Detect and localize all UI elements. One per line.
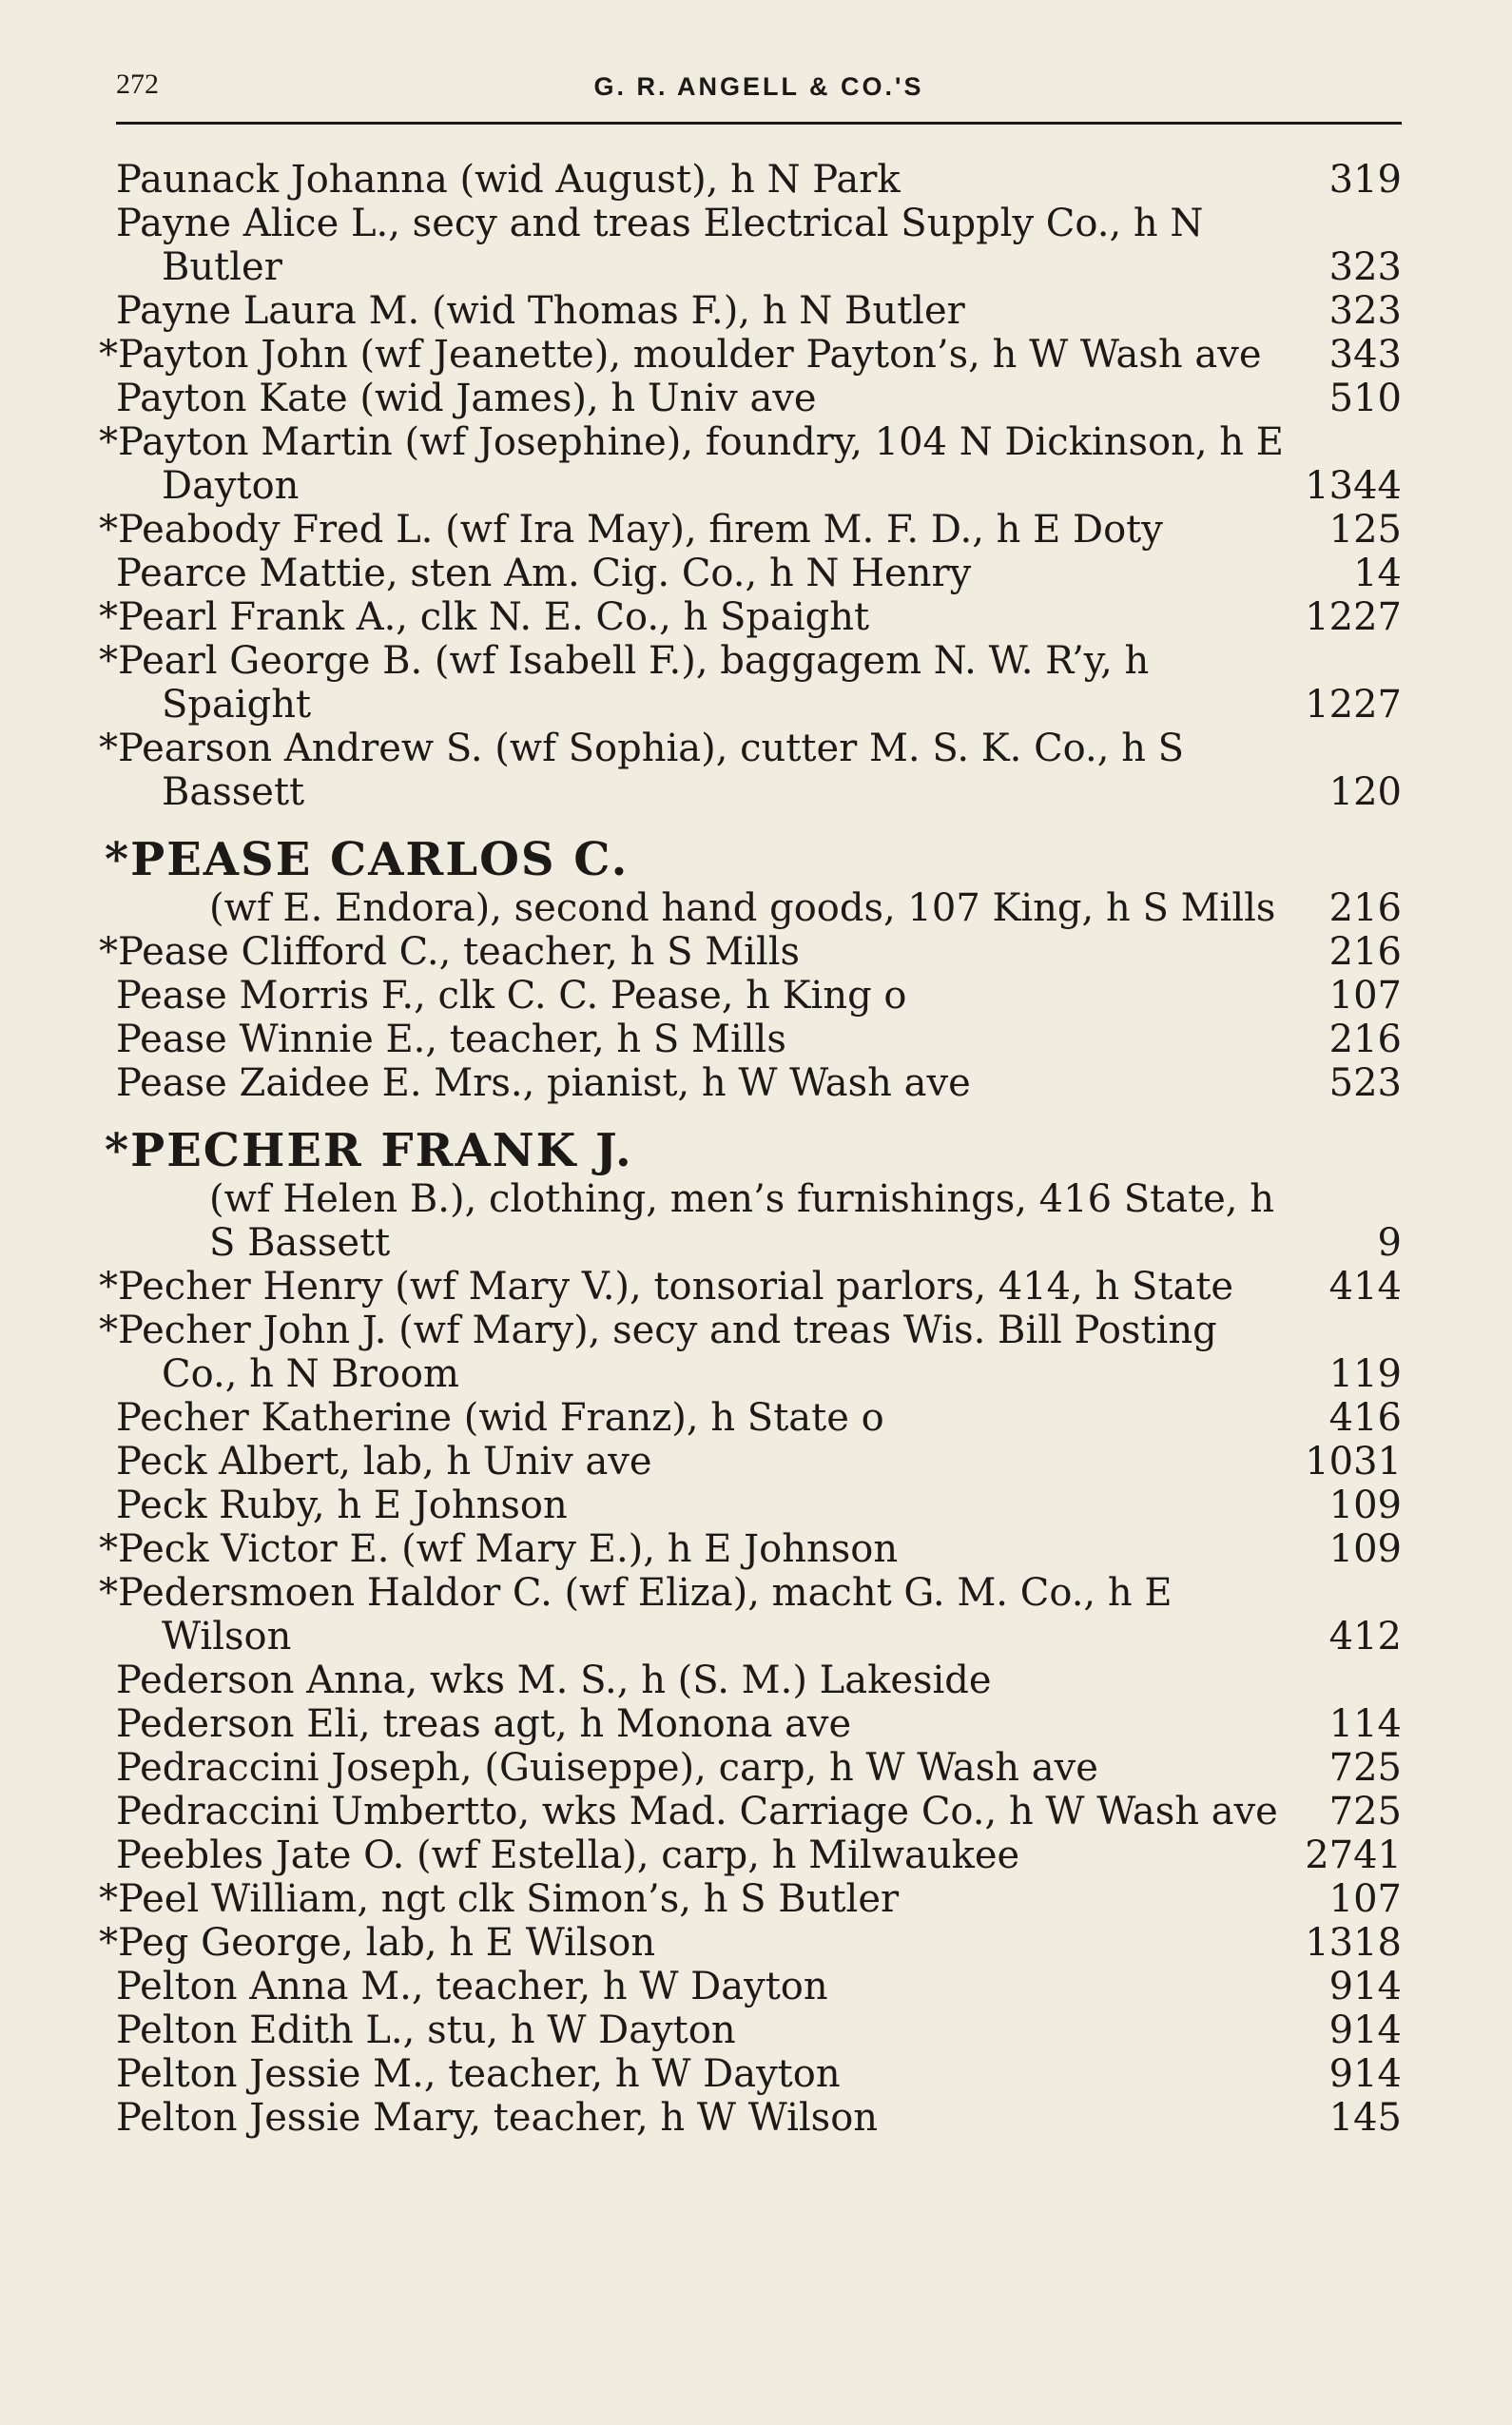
entry-number: 125: [1328, 508, 1402, 552]
entry-text: *Peck Victor E. (wf Mary E.), h E Johnson: [99, 1527, 899, 1571]
entry-text: Pecher Katherine (wid Franz), h State o: [116, 1396, 884, 1440]
entry-text: (wf E. Endora), second hand goods, 107 King, h S Mills: [209, 886, 1276, 930]
entry-text: Peebles Jate O. (wf Estella), carp, h Milwaukee: [116, 1833, 1020, 1877]
entry-number: 523: [1328, 1061, 1402, 1105]
directory-listing: [99, 158, 1402, 2140]
entry-number: 107: [1328, 1877, 1402, 1921]
entry-text: Pedraccini Umbertto, wks Mad. Carriage Co., h W Wash ave: [116, 1790, 1278, 1833]
entry-number: 725: [1328, 1790, 1402, 1833]
entry-text: Peck Ruby, h E Johnson: [116, 1484, 568, 1527]
entry-number: 343: [1328, 333, 1402, 377]
directory-entry: [116, 974, 1402, 1018]
entry-text: Pederson Anna, wks M. S., h (S. M.) Lakeside: [116, 1659, 992, 1702]
entry-number: 107: [1328, 974, 1402, 1018]
entry-number: 319: [1328, 158, 1402, 202]
directory-entry: [116, 377, 1402, 420]
entry-text: Pease Morris F., clk C. C. Pease, h King o: [116, 974, 907, 1018]
entry-text: Pease Winnie E., teacher, h S Mills: [116, 1018, 786, 1061]
directory-entry: [116, 2096, 1402, 2140]
entry-text: Pelton Jessie M., teacher, h W Dayton: [116, 2052, 841, 2096]
page-number: 272: [116, 68, 159, 100]
directory-entry: [99, 1921, 1402, 1965]
entry-text: *Pearl Frank A., clk N. E. Co., h Spaight: [99, 595, 870, 639]
entry-text: *Pease Clifford C., teacher, h S Mills: [99, 930, 801, 974]
directory-entry: [116, 1061, 1402, 1105]
entry-text: Payton Kate (wid James), h Univ ave: [116, 377, 817, 420]
entry-number: 216: [1328, 930, 1402, 974]
directory-entry: [116, 1659, 1402, 1702]
entry-number: 1031: [1305, 1440, 1402, 1484]
entry-text: *Payton Martin (wf Josephine), foundry, 104 N Dickinson, h E Dayton: [99, 420, 1284, 508]
directory-entry: [99, 1265, 1402, 1309]
entry-number: 914: [1328, 2052, 1402, 2096]
directory-entry: [116, 1965, 1402, 2008]
directory-entry: [116, 1484, 1402, 1527]
directory-entry: [116, 2008, 1402, 2052]
directory-entry: [99, 1309, 1402, 1396]
entry-number: 323: [1328, 245, 1402, 289]
entry-number: 1318: [1305, 1921, 1402, 1965]
entry-group: [99, 158, 1402, 814]
entry-group: [99, 930, 1402, 1105]
featured-entry: [105, 1124, 1402, 1265]
entry-text: Pelton Edith L., stu, h W Dayton: [116, 2008, 736, 2052]
featured-entry: [105, 833, 1402, 930]
entry-text: Pelton Anna M., teacher, h W Dayton: [116, 1965, 828, 2008]
directory-entry: [99, 727, 1402, 814]
entry-text: *Pedersmoen Haldor C. (wf Eliza), macht G. M. Co., h E Wilson: [99, 1571, 1173, 1659]
entry-group: [99, 1265, 1402, 2140]
entry-text: Paunack Johanna (wid August), h N Park: [116, 158, 901, 202]
entry-text: Peck Albert, lab, h Univ ave: [116, 1440, 652, 1484]
directory-entry: [99, 1571, 1402, 1659]
entry-number: 1227: [1305, 595, 1402, 639]
entry-text: Pedraccini Joseph, (Guiseppe), carp, h W Wash ave: [116, 1746, 1098, 1790]
entry-number: 416: [1328, 1396, 1402, 1440]
entry-number: 216: [1328, 886, 1402, 930]
entry-text: *Pecher John J. (wf Mary), secy and treas Wis. Bill Posting Co., h N Broom: [99, 1309, 1217, 1396]
entry-number: 109: [1328, 1484, 1402, 1527]
directory-entry: [116, 1018, 1402, 1061]
entry-number: 414: [1328, 1265, 1402, 1309]
entry-number: 145: [1328, 2096, 1402, 2140]
directory-entry: [116, 1790, 1402, 1833]
entry-number: 216: [1328, 1018, 1402, 1061]
entry-number: 510: [1328, 377, 1402, 420]
page-header: [116, 68, 1402, 110]
featured-entry-detail: [116, 886, 1402, 930]
entry-number: 1227: [1305, 683, 1402, 727]
entry-number: 914: [1328, 2008, 1402, 2052]
entry-number: 14: [1353, 552, 1402, 595]
entry-text: Pelton Jessie Mary, teacher, h W Wilson: [116, 2096, 879, 2140]
entry-number: 119: [1328, 1352, 1402, 1396]
featured-entry-name: *PEASE CARLOS C.: [105, 833, 630, 886]
entry-number: 120: [1328, 770, 1402, 814]
directory-entry: [116, 1440, 1402, 1484]
directory-entry: [99, 333, 1402, 377]
entry-number: 1344: [1305, 464, 1402, 508]
entry-number: 725: [1328, 1746, 1402, 1790]
entry-number: 114: [1328, 1702, 1402, 1746]
entry-text: Pederson Eli, treas agt, h Monona ave: [116, 1702, 852, 1746]
directory-entry: [116, 1702, 1402, 1746]
entry-text: *Payton John (wf Jeanette), moulder Payton’s, h W Wash ave: [99, 333, 1262, 377]
directory-entry: [99, 420, 1402, 508]
directory-entry: [116, 289, 1402, 333]
entry-text: Pease Zaidee E. Mrs., pianist, h W Wash ave: [116, 1061, 971, 1105]
entry-text: (wf Helen B.), clothing, men’s furnishings, 416 State, h S Bassett: [209, 1177, 1274, 1265]
directory-entry: [116, 2052, 1402, 2096]
directory-entry: [116, 158, 1402, 202]
entry-text: *Peg George, lab, h E Wilson: [99, 1921, 656, 1965]
entry-number: 9: [1377, 1221, 1402, 1265]
entry-number: 412: [1328, 1615, 1402, 1659]
entry-number: 323: [1328, 289, 1402, 333]
directory-entry: [116, 202, 1402, 289]
directory-entry: [99, 930, 1402, 974]
entry-text: *Peabody Fred L. (wf Ira May), firem M. F. D., h E Doty: [99, 508, 1163, 552]
entry-number: 914: [1328, 1965, 1402, 2008]
entry-text: Pearce Mattie, sten Am. Cig. Co., h N Henry: [116, 552, 972, 595]
directory-entry: [116, 1396, 1402, 1440]
entry-number: 109: [1328, 1527, 1402, 1571]
directory-entry: [99, 508, 1402, 552]
featured-entry-detail: [116, 1177, 1402, 1265]
directory-entry: [99, 639, 1402, 727]
entry-number: 2741: [1305, 1833, 1402, 1877]
directory-entry: [116, 552, 1402, 595]
entry-text: Payne Laura M. (wid Thomas F.), h N Butler: [116, 289, 965, 333]
directory-entry: [116, 1833, 1402, 1877]
entry-text: *Peel William, ngt clk Simon’s, h S Butler: [99, 1877, 900, 1921]
entry-text: Payne Alice L., secy and treas Electrical Supply Co., h N Butler: [116, 202, 1204, 289]
directory-entry: [99, 595, 1402, 639]
directory-entry: [99, 1527, 1402, 1571]
header-rule: [116, 122, 1402, 125]
running-head: G. R. ANGELL & CO.'S: [593, 72, 924, 101]
directory-entry: [116, 1746, 1402, 1790]
entry-text: *Pecher Henry (wf Mary V.), tonsorial parlors, 414, h State: [99, 1265, 1234, 1309]
featured-entry-name: *PECHER FRANK J.: [105, 1124, 633, 1177]
directory-entry: [99, 1877, 1402, 1921]
entry-text: *Pearson Andrew S. (wf Sophia), cutter M. S. K. Co., h S Bassett: [99, 727, 1185, 814]
entry-text: *Pearl George B. (wf Isabell F.), baggagem N. W. R’y, h Spaight: [99, 639, 1150, 727]
